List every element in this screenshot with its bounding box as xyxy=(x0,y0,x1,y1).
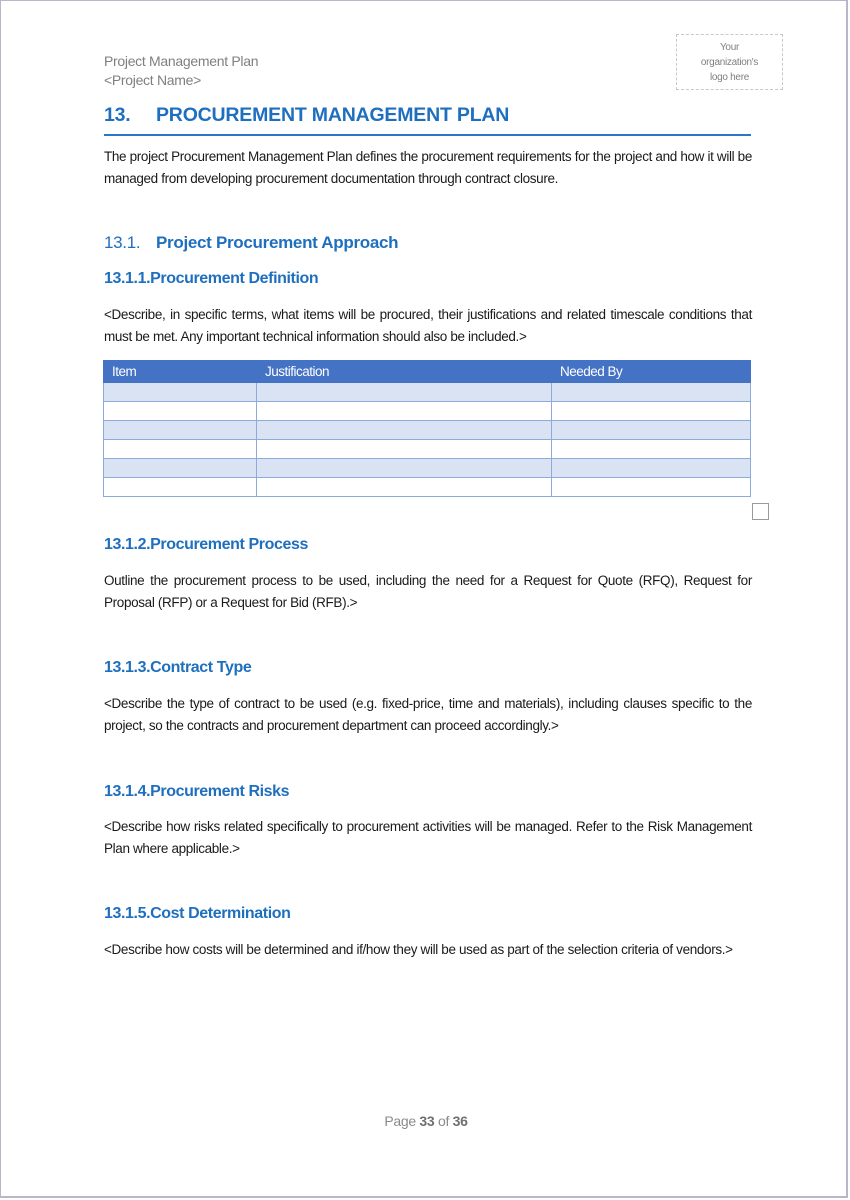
table-cell[interactable] xyxy=(257,383,552,402)
table-cell[interactable] xyxy=(552,402,751,421)
table-cell[interactable] xyxy=(552,421,751,440)
heading-title: Cost Determination xyxy=(150,905,291,922)
contract-type-body: <Describe the type of contract to be used (e.g. fixed-price, time and materials), including clauses specific to the project, so the contracts and procurement department can proceed accordingly.> xyxy=(104,696,752,733)
total-pages: 36 xyxy=(452,1113,468,1129)
table-cell[interactable] xyxy=(552,459,751,478)
document-title: Project Management Plan xyxy=(104,53,259,69)
table-cell[interactable] xyxy=(257,402,552,421)
procurement-definition-heading xyxy=(104,270,318,288)
section-title: PROCUREMENT MANAGEMENT PLAN xyxy=(156,104,510,126)
table-cell[interactable] xyxy=(552,383,751,402)
heading-number: 13.1.5. xyxy=(104,905,151,922)
current-page-number: 33 xyxy=(419,1113,435,1129)
table-row xyxy=(104,478,751,497)
logo-text-line: logo here xyxy=(709,71,749,83)
table-header-row xyxy=(104,361,751,383)
of-label: of xyxy=(438,1113,450,1129)
subsection-title: Project Procurement Approach xyxy=(156,233,399,252)
heading-number: 13.1.1. xyxy=(104,270,151,287)
heading-number: 13.1.2. xyxy=(104,536,151,553)
procurement-definition-body: <Describe, in specific terms, what items will be procured, their justifications and related timescale conditions that must be met. Any important technical information should also be included.> xyxy=(104,307,752,344)
page-footer xyxy=(1,1113,850,1129)
table-cell[interactable] xyxy=(104,478,257,497)
procurement-risks-heading xyxy=(104,783,289,801)
logo-text-line: Your xyxy=(719,41,739,53)
procurement-table xyxy=(103,360,751,497)
table-cell[interactable] xyxy=(104,459,257,478)
table-row xyxy=(104,440,751,459)
table-cell[interactable] xyxy=(257,421,552,440)
heading-title: Procurement Definition xyxy=(150,270,319,287)
procurement-process-body: Outline the procurement process to be used, including the need for a Request for Quote (RFQ), Request for Proposal (RFP) or a Request for Bid (RFB).> xyxy=(104,573,752,610)
table-cell[interactable] xyxy=(257,459,552,478)
table-row xyxy=(104,383,751,402)
table-row xyxy=(104,459,751,478)
column-header-needed-by: Needed By xyxy=(552,361,751,383)
table-cell[interactable] xyxy=(552,440,751,459)
heading-title: Procurement Risks xyxy=(150,783,290,800)
subsection-heading xyxy=(104,233,398,253)
section-number: 13. xyxy=(104,104,131,126)
table-end-marker xyxy=(752,503,769,520)
table-row xyxy=(104,421,751,440)
logo-placeholder xyxy=(676,34,783,90)
table-row xyxy=(104,402,751,421)
table-cell[interactable] xyxy=(257,478,552,497)
subsection-number: 13.1. xyxy=(104,233,141,252)
column-header-justification: Justification xyxy=(257,361,552,383)
heading-title: Contract Type xyxy=(150,659,252,676)
contract-type-heading xyxy=(104,659,251,677)
table-cell[interactable] xyxy=(104,402,257,421)
table-cell[interactable] xyxy=(104,383,257,402)
heading-number: 13.1.4. xyxy=(104,783,151,800)
procurement-risks-body: <Describe how risks related specifically to procurement activities will be managed. Refer to the Risk Management Plan where applicable.> xyxy=(104,819,752,856)
cost-determination-body: <Describe how costs will be determined and if/how they will be used as part of the selection criteria of vendors.> xyxy=(104,942,733,957)
section-heading xyxy=(104,104,751,136)
section-intro: The project Procurement Management Plan defines the procurement requirements for the project and how it will be managed from developing procurement documentation through contract closure. xyxy=(104,149,752,186)
table-cell[interactable] xyxy=(257,440,552,459)
logo-text-line: organization's xyxy=(700,56,759,68)
column-header-item: Item xyxy=(104,361,257,383)
table-cell[interactable] xyxy=(104,421,257,440)
table-cell[interactable] xyxy=(552,478,751,497)
page-label: Page xyxy=(384,1113,416,1129)
heading-number: 13.1.3. xyxy=(104,659,151,676)
cost-determination-heading xyxy=(104,905,291,923)
procurement-process-heading xyxy=(104,536,308,554)
page-header xyxy=(104,52,258,90)
table-cell[interactable] xyxy=(104,440,257,459)
project-name: <Project Name> xyxy=(104,72,201,88)
heading-title: Procurement Process xyxy=(150,536,308,553)
